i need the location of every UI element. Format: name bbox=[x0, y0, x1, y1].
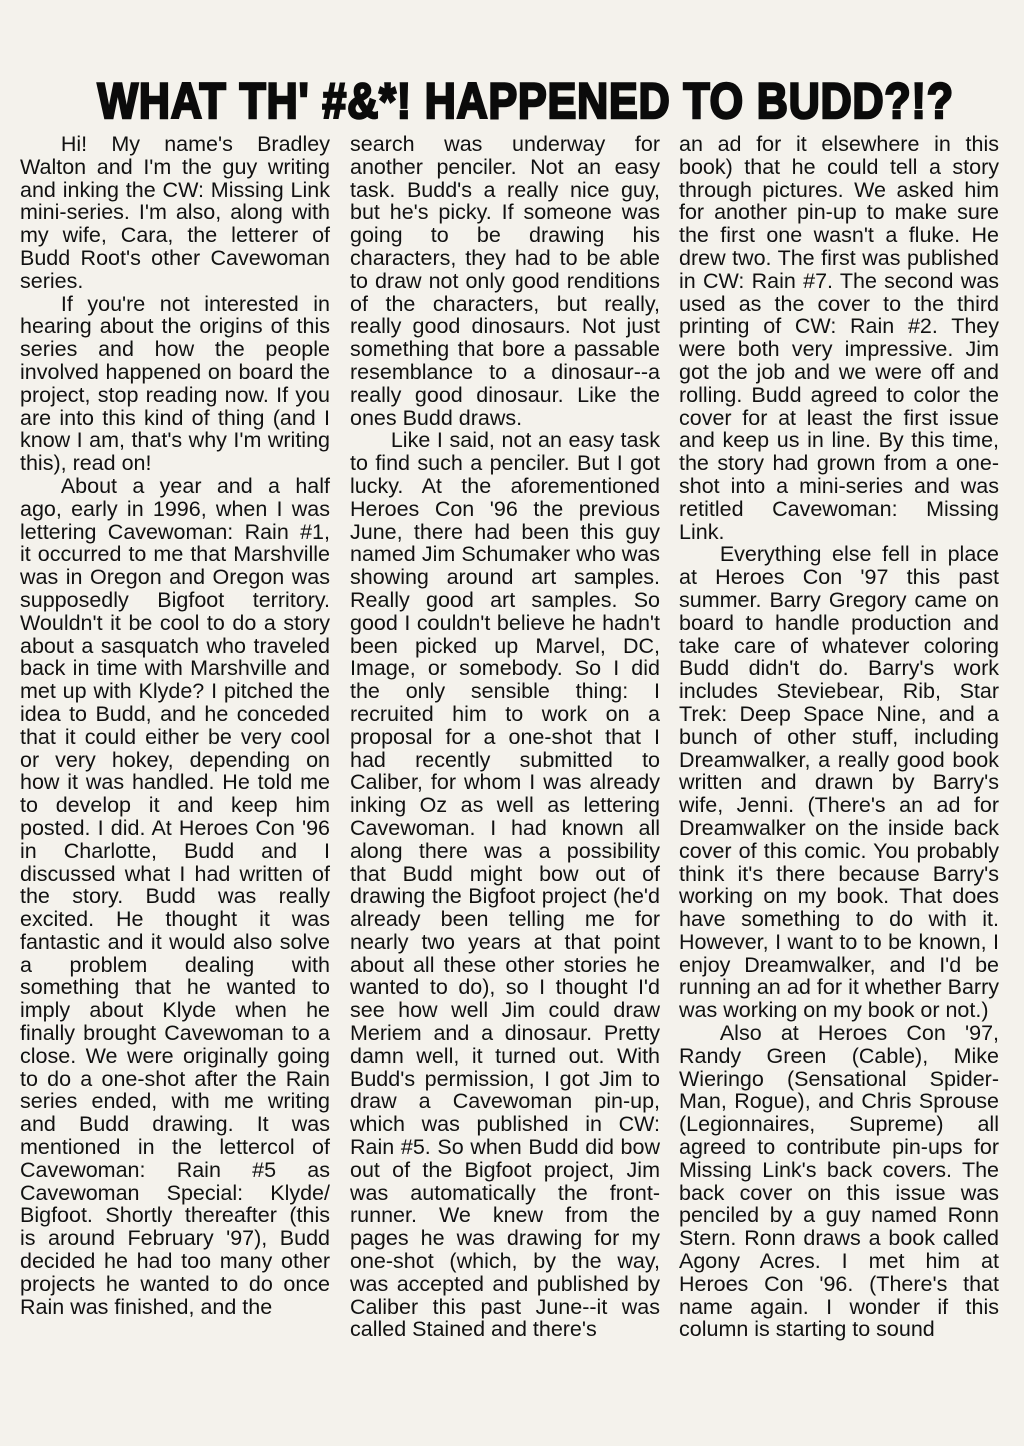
headline: WHAT TH' #&*! HAPPENED TO BUDD?!? bbox=[97, 73, 954, 129]
paragraph: Like I said, not an easy task to find such a penciler. But I got lucky. At the aforementioned Heroes Con '96 the previous June, there had been this guy named Jim Schumaker who was showing around art samples. Really good art samples. So good I couldn't believe he hadn't been picked up Marvel, DC, Image, or somebody. So I did the only sensible thing: I recruited him to work on a proposal for a one-shot that I had recently submitted to Caliber, for whom I was already inking Oz as well as lettering Cavewoman. I had known all along there was a possibility that Budd might bow out of drawing the Bigfoot project (he'd already been telling me for nearly two years at that point about all these other stories he wanted to do), so I thought I'd see how well Jim could draw Meriem and a dinosaur. Pretty damn well, it turned out. With Budd's permission, I got Jim to draw a Cavewoman pin-up, which was published in CW: Rain #5. So when Budd did bow out of the Bigfoot project, Jim was automatically the front-runner. We knew from the pages he was drawing for my one-shot (which, by the way, was accepted and published by Caliber this past June--it was called Stained and there's bbox=[350, 428, 660, 1342]
paragraph: Everything else fell in place at Heroes Con '97 this past summer. Barry Gregory came on board to handle production and take care of whatever coloring Budd didn't do. Barry's work includes Steviebear, Rib, Star Trek: Deep Space Nine, and a bunch of other stuff, including Dreamwalker, a really good book written and drawn by Barry's wife, Jenni. (There's an ad for Dreamwalker on the inside back cover of this comic. You probably think it's there because Barry's working on my book. That does have something to do with it. However, I want to to be known, I enjoy Dreamwalker, and I'd be running an ad for it whether Barry was working on my book or not.) bbox=[679, 542, 999, 1023]
paragraph: Also at Heroes Con '97, Randy Green (Cable), Mike Wieringo (Sensational Spider-Man, Rogue), and Chris Sprouse (Legionnaires, Supreme) all agreed to contribute pin-ups for Missing Link's back covers. The back cover on this issue was penciled by a guy named Ronn Stern. Ronn draws a book called Agony Acres. I met him at Heroes Con '96. (There's that name again. I wonder if this column is starting to sound bbox=[679, 1021, 999, 1342]
text-column-2 bbox=[350, 133, 660, 1341]
paragraph: Hi! My name's Bradley Walton and I'm the guy writing and inking the CW: Missing Link mini-series. I'm also, along with my wife, Cara, the letterer of Budd Root's other Cavewoman series. bbox=[20, 132, 330, 293]
text-column-3 bbox=[679, 133, 999, 1341]
paragraph: an ad for it elsewhere in this book) that he could tell a story through pictures. We asked him for another pin-up to make sure the first one wasn't a fluke. He drew two. The first was published in CW: Rain #7. The second was used as the cover to the third printing of CW: Rain #2. They were both very impressive. Jim got the job and we were off and rolling. Budd agreed to color the cover for at least the first issue and keep us in line. By this time, the story had grown from a one-shot into a mini-series and was retitled Cavewoman: Missing Link. bbox=[679, 132, 999, 544]
paragraph: If you're not interested in hearing about the origins of this series and how the people involved happened on board the project, stop reading now. If you are into this kind of thing (and I know I am, that's why I'm writing this), read on! bbox=[20, 291, 330, 476]
text-column-1 bbox=[20, 133, 330, 1318]
paragraph: About a year and a half ago, early in 1996, when I was lettering Cavewoman: Rain #1, it occurred to me that Marshville was in Oregon and Oregon was supposedly Bigfoot territory. Wouldn't it be cool to do a story about a sasquatch who traveled back in time with Marshville and met up with Klyde? I pitched the idea to Budd, and he conceded that it could either be very cool or very hokey, depending on how it was handled. He told me to develop it and keep him posted. I did. At Heroes Con '96 in Charlotte, Budd and I discussed what I had written of the story. Budd was really excited. He thought it was fantastic and it would also solve a problem dealing with something that he wanted to imply about Klyde when he finally brought Cavewoman to a close. We were originally going to do a one-shot after the Rain series ended, with me writing and Budd drawing. It was mentioned in the lettercol of Cavewoman: Rain #5 as Cavewoman Special: Klyde/ Bigfoot. Shortly thereafter (this is around February '97), Budd decided he had too many other projects he wanted to do once Rain was finished, and the bbox=[20, 473, 330, 1319]
paragraph: search was underway for another penciler. Not an easy task. Budd's a really nice guy, but he's picky. If someone was going to be drawing his characters, they had to be able to draw not only good renditions of the characters, but really, really good dinosaurs. Not just something that bore a passable resemblance to a dinosaur--a really good dinosaur. Like the ones Budd draws. bbox=[350, 132, 660, 430]
